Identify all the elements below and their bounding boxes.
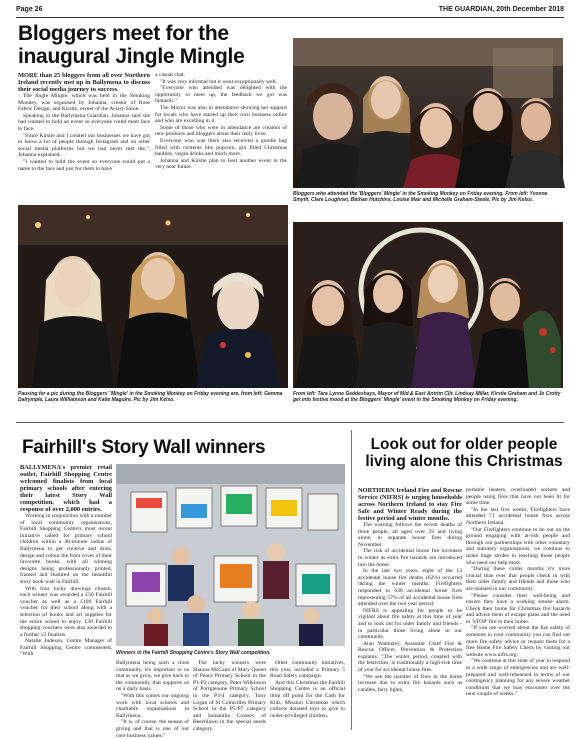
paragraph: With four lucky drawings chosen, each winner was awarded a £50 Fairhill voucher as well as a £100 Fairhill voucher for their school along with a selection of books and art supplies for the entire school to enjoy. £30 Fairhill shopping vouchers were also awarded to a further 12 finalists. (20, 585, 112, 638)
paragraph: "If you are worried about the fire safety of someone in your community you can find out more fire safety advice or request them for a free Home Fire Safety Check by visiting our website www.nifrs.org. (466, 625, 570, 658)
fire-safety-column-1 (358, 487, 462, 732)
paragraph: The Jingle Mingle, which was held in the Smoking Monkey, was organised by Johanna, creator of Rose Fabric Design, and Kirstie, owner of the Aviary Salon. (18, 93, 150, 113)
paragraph: "During these colder months it's more crucial than ever that people check in with their older family and friends and those who are isolated in our community. (466, 566, 570, 592)
fairhill-column-4 (270, 660, 345, 732)
column-rule (351, 430, 352, 730)
fairhill-column-2 (116, 660, 189, 739)
mayor-bloggers-photo (293, 222, 563, 388)
fairhill-column-1 (20, 464, 112, 732)
paragraph: Johanna and Kirstie plan to host another event in the very near future. (155, 157, 287, 171)
paragraph: Working in conjunction with a number of local community organisations, Fairhill Shopping Centre's most recent initiative called for primary school children within a 40-minute radius of Ballymena to get creative and draw, design and colour the front cover of their favourite books, with all winning designs being professionally printed, framed and featured on the beautiful story book wall in Fairhill. (20, 513, 112, 585)
story-wall-photo (116, 464, 345, 646)
bloggers-trio-caption: Pausing for a pic during the Bloggers' 'Mingle' in the Smoking Monkey on Friday evening are, from left: Gemma Dalrymple, Laura Williamson and Katie Maguire. Pic by Jim Kelso. (18, 391, 283, 403)
bloggers-group-caption: Bloggers who attended the 'Bloggers' Mingle' in the Smoking Monkey on Friday evening. From left: Yvonne Smyth, Clare Loughran, Bethan Hutchins, Louise Mair and Michelle Graham-Steele. Pic by Jim Kelso. (293, 191, 548, 203)
paragraph: Everyone who was there also received a goodie bag filled with contents like popcorn, gin filled Christmas baubles, vegan drinks and much more. (155, 137, 287, 158)
paragraph: "Please consider their well-being and ensure they have a working smoke alarm. Check their home for Christmas fire hazards and advise them of escape plans and the need to 'STOP' fire in their home. (466, 592, 570, 625)
paragraph: In the last two years, eight of the 13 accidental house fire deaths (62%) occurred during the winter months. Firefighters responded to 638 accidental house fires representing 57% of all accidental house fires attended over the two year period. (358, 568, 462, 608)
paragraph: Ballymena being such a close community, it's important to us that as we grow, we give back to the community that supports us on a daily basis. (116, 660, 189, 693)
paragraph: "It was very informal but it went exceptionally well. (160, 78, 278, 85)
paragraph: "Everyone who attended was delighted with the opportunity to meet up, the feedback we got was fantastic." (155, 85, 287, 105)
bloggers-lead: MORE than 25 bloggers from all over Northern Ireland recently met up in Ballymena to discuss their social media journey to success. (18, 72, 150, 93)
page-number: Page 26 (16, 6, 43, 13)
paragraph: "Since Kirstie and I created our businesses we have got to know a lot of people through Instagram and on other social media platforms but we had never met the,", Johanna explained. (18, 132, 150, 159)
paragraph: portable heaters, overloaded sockets and people using fires that have not been lit for some time. (466, 487, 570, 507)
paragraph: "Our Firefighters continue to be out on the ground engaging with at-risk people and through our partnerships with other voluntary and statutory organisations, we continue to make huge strides in reaching those people who need our help most. (466, 526, 570, 566)
fairhill-column-3 (193, 660, 266, 732)
bloggers-column-1 (18, 72, 150, 200)
fire-safety-headline: Look out for older people living alone this Christmas (365, 436, 563, 470)
paragraph: "In the last five weeks, Firefighters have attended 71 accidental house fires across Northern Ireland. (466, 506, 570, 526)
bloggers-trio-photo (18, 205, 288, 388)
paragraph: Natalie Judeson, Centre Manager of Fairhill Shopping Centre commented, "With (20, 638, 112, 658)
paragraph: "With this comes our ongoing work with local schools and charitable organisations in Ballymena. (116, 692, 189, 719)
bloggers-column-2 (155, 72, 287, 200)
mayor-bloggers-caption: From left: Tara Lynne Geddeshays, Mayor of Mid & East Antrim Cllr. Lindsay Millar, Kirstie Graham and Jo Crotty get into festive mood at the Bloggers' Mingle' event in the Smoking Monkey on Friday evening. (293, 391, 561, 403)
paragraph: Speaking to the Ballymena Guardian, Johanna said she had wanted to hold an event so everyone could meet face to face. (18, 112, 150, 132)
section-divider (16, 422, 564, 423)
bloggers-trio-photo-image (18, 205, 288, 388)
paragraph: NIFRS is appealing for people to be vigilant about fire safety at this time of year and to look out for older family and friends - in particular those living alone in our community. (358, 607, 462, 641)
paragraph: The warning follows the recent deaths of three people, all aged over 59 and living alone, in separate house fires during November. (358, 522, 462, 548)
paragraph: "We continue at this time of year to respond to a wide range of emergencies and are well-prepared and well-rehearsed in terms of our contingency planning for any severe weather conditions that we may encounter over the next couple of weeks." (466, 658, 570, 698)
paragraph: The lucky winners were Shauna McCann of Mary Queen of Peace Primary School in the P1-P2 category, Peter Wilkinson of Portglenone Primary School in the P3-4 category, Tony Logan of St Colmcilles Primary School in the P5-P7 category and Samantha Crossey of Beechlawn in the special needs category. (193, 660, 266, 732)
paragraph: And this Christmas the Fairhill Shopping Centre is an official drop off point for the Cash for Kids, Mission Christmas which collects donated toys to give to under-privileged children. (270, 679, 345, 719)
folio (16, 6, 564, 16)
fairhill-headline: Fairhill's Story Wall winners (22, 437, 266, 458)
paragraph: Other community initiatives, this year, included a Primary 5 Road Safety campaign. (270, 660, 345, 680)
paragraph: a casual chat. (155, 72, 185, 78)
fire-safety-lead: NORTHERN Ireland Fire and Rescue Service (NIFRS) is urging households across Northern Ireland to stay Fire Safe and Winter Ready during the festive period and winter months. (358, 487, 462, 522)
paragraph: The risk of accidental house fire increases in winter as extra fire hazards are introduced into the home. (358, 548, 462, 568)
fairhill-lead: BALLYMENA's premier retail outlet, Fairhill Shopping Centre welcomed finalists from local primary schools after entering their latest Story Wall competition, which had a response of over 2,000 entries. (20, 464, 112, 513)
paragraph: "We see the number of fires in the home increase due to extra fire hazards such as candles, fairy lights, (358, 673, 462, 693)
paragraph: "I wanted to hold the event so everyone could put a name to the face and just for them to have (18, 158, 150, 172)
publication-date: THE GUARDIAN, 20th December 2018 (438, 6, 564, 13)
paragraph: Some of those who were in attendance are creators of new products and bloggers about their daily lives. (155, 124, 287, 138)
paragraph: The Mayor was also in attendance showing her support for locals who have started up their own business online and who are excelling in it. (155, 104, 287, 125)
fire-safety-column-2 (466, 487, 570, 732)
story-wall-caption: Winners in the Fairhill Shopping Centre's Story Wall competition. (116, 650, 271, 656)
mayor-bloggers-photo-image (293, 222, 563, 388)
bloggers-group-photo-image (293, 38, 563, 188)
paragraph: Alan Walmsley, Assistant Chief Fire & Rescue Officer, Prevention & Protection explains: "The winter period, coupled with the festivities, is traditionally a high-risk time of year for accidental house fires. (358, 640, 462, 674)
paragraph: "It is, of course, the season of giving and that is one of our core business values." (116, 719, 189, 739)
bloggers-group-photo (293, 38, 563, 188)
story-wall-photo-image (116, 464, 345, 646)
bloggers-headline: Bloggers meet for the inaugural Jingle Mingle (18, 22, 245, 68)
folio-rule (16, 17, 564, 18)
